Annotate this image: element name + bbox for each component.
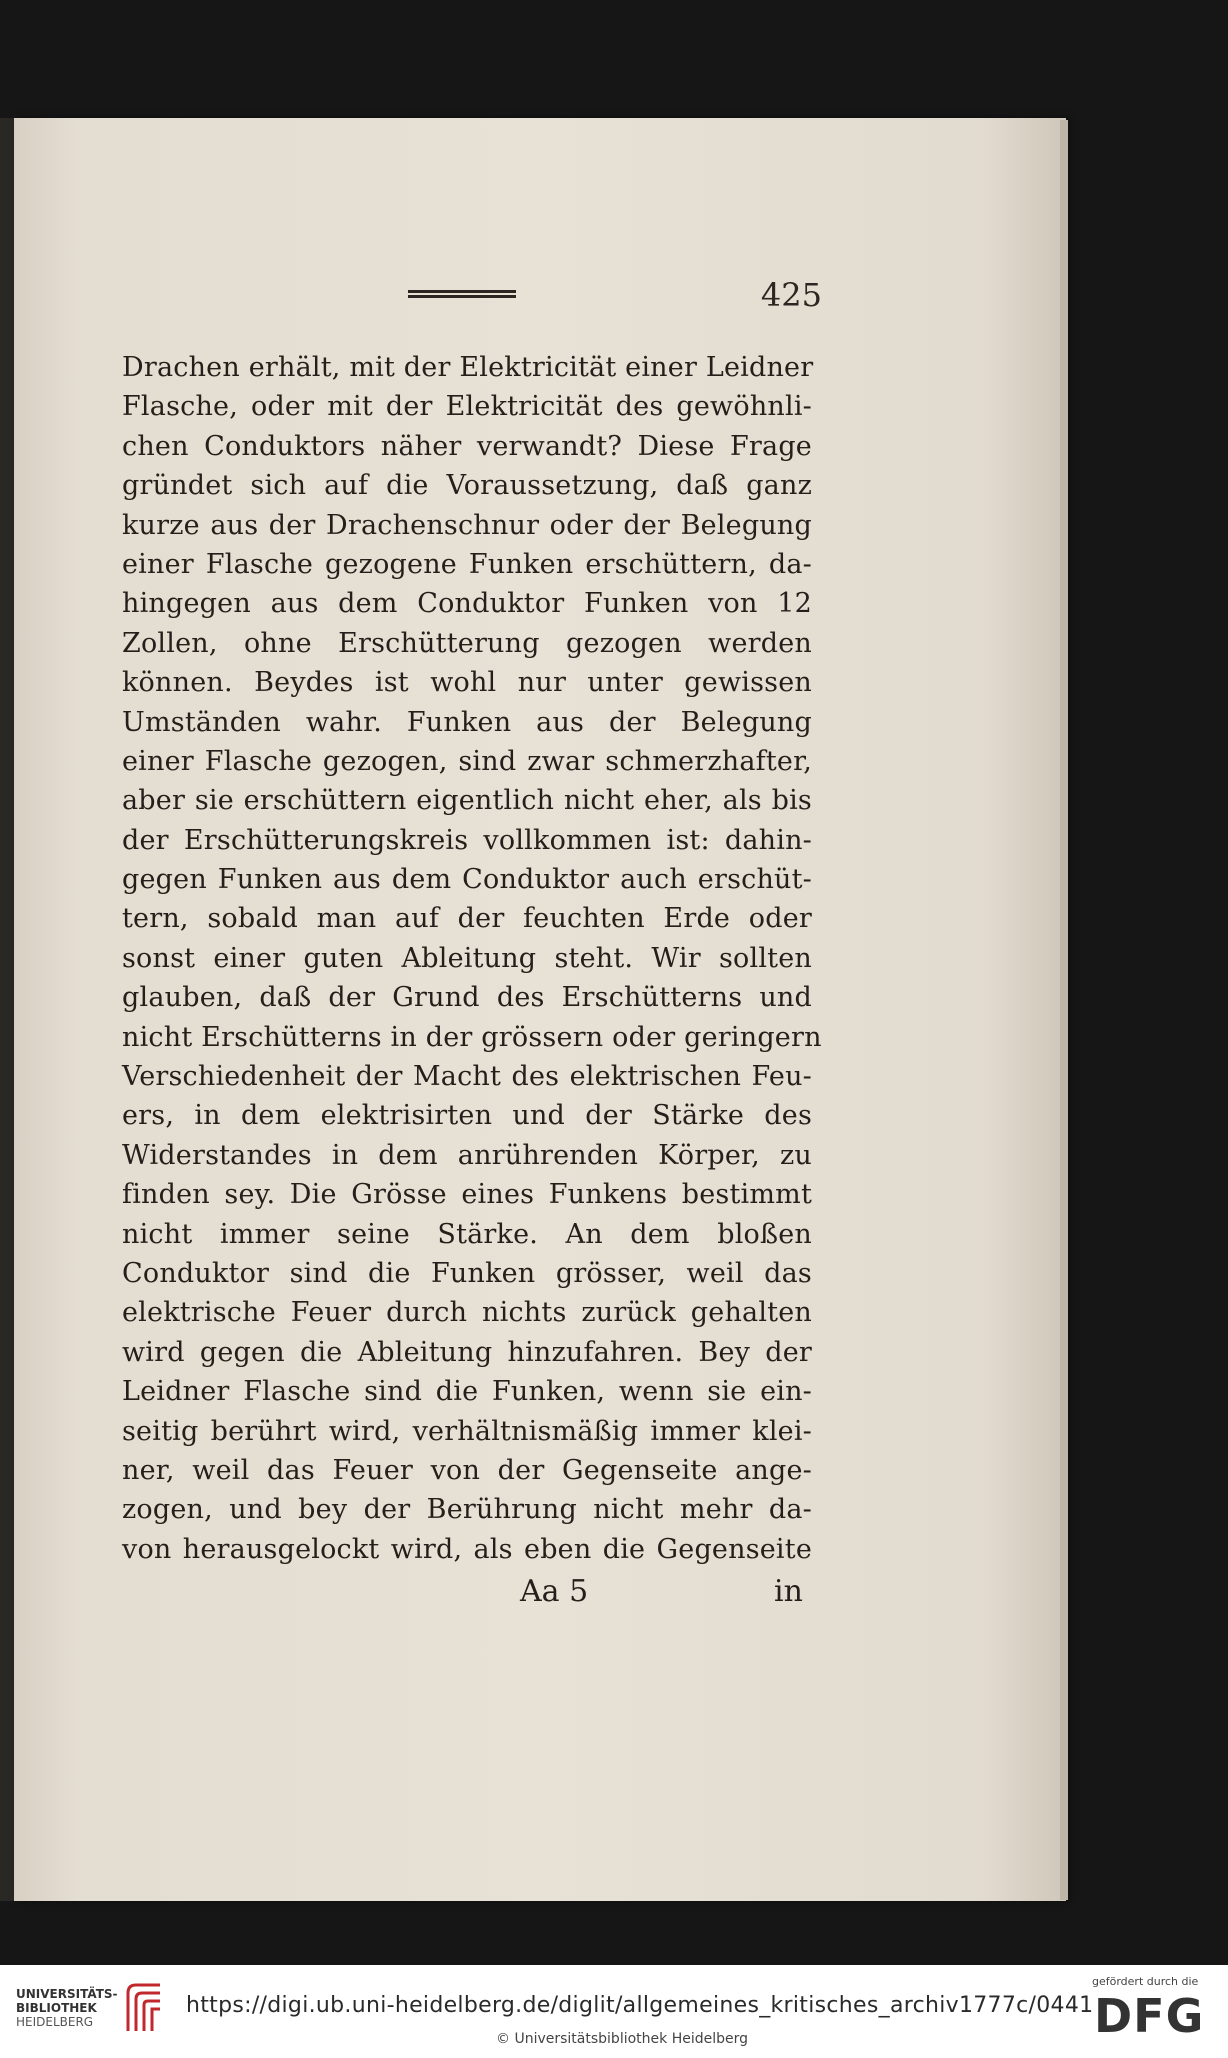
viewer-footer bbox=[0, 1965, 1228, 2058]
text-line: Drachen erhält, mit der Elektricität einer Leidner bbox=[122, 352, 814, 383]
library-name-line2: BIBLIOTHEK bbox=[16, 2001, 97, 2015]
header-ornament-rule bbox=[408, 290, 516, 298]
text-line: von herausgelockt wird, als eben die Gegenseite bbox=[122, 1533, 812, 1565]
page-number: 425 bbox=[760, 276, 822, 314]
text-line: Umständen wahr. Funken aus der Belegung bbox=[122, 706, 812, 738]
text-line: Verschiedenheit der Macht des elektrischen Feu- bbox=[122, 1061, 812, 1093]
text-line: nicht immer seine Stärke. An dem bloßen bbox=[122, 1218, 812, 1250]
text-line: chen Conduktors näher verwandt? Diese Frage bbox=[122, 430, 812, 462]
library-name-line1: UNIVERSITÄTS- bbox=[16, 1987, 118, 2001]
text-line: ers, in dem elektrisirten und der Stärke des bbox=[122, 1100, 812, 1132]
text-line: Conduktor sind die Funken grösser, weil das bbox=[122, 1257, 812, 1289]
library-logo-icon[interactable] bbox=[122, 1979, 166, 2035]
text-line: elektrische Feuer durch nichts zurück gehalten bbox=[122, 1297, 812, 1329]
text-line: Widerstandes in dem anrührenden Körper, zu bbox=[122, 1139, 812, 1171]
text-line: nicht Erschütterns in der grössern oder geringern bbox=[122, 1021, 822, 1053]
text-line: Zollen, ohne Erschütterung gezogen werden bbox=[122, 627, 812, 659]
permalink-url[interactable]: https://digi.ub.uni-heidelberg.de/diglit/allgemeines_kritisches_archiv1777c/0441 bbox=[186, 1993, 1094, 2018]
text-line: Flasche, oder mit der Elektricität des gewöhnli- bbox=[122, 391, 812, 423]
body-text bbox=[122, 348, 822, 1569]
library-logo-text[interactable] bbox=[16, 1987, 118, 2029]
library-name-line3: HEIDELBERG bbox=[16, 2015, 94, 2029]
text-line: zogen, und bey der Berührung nicht mehr da- bbox=[122, 1494, 812, 1526]
text-line: ner, weil das Feuer von der Gegenseite ange- bbox=[122, 1454, 812, 1486]
text-line: sonst einer guten Ableitung steht. Wir sollten bbox=[122, 942, 812, 974]
text-line: einer Flasche gezogen, sind zwar schmerzhafter, bbox=[122, 745, 812, 777]
text-line: seitig berührt wird, verhältnismäßig immer klei- bbox=[122, 1415, 812, 1447]
text-line: finden sey. Die Grösse eines Funkens bestimmt bbox=[122, 1179, 812, 1211]
dfg-logo[interactable]: DFG bbox=[1094, 1989, 1205, 2043]
text-line: können. Beydes ist wohl nur unter gewissen bbox=[122, 667, 812, 699]
page-edge-shadow bbox=[1060, 120, 1068, 1900]
text-line: aber sie erschüttern eigentlich nicht eher, als bis bbox=[122, 785, 812, 817]
text-line: wird gegen die Ableitung hinzufahren. Bey der bbox=[122, 1336, 812, 1368]
text-line: Leidner Flasche sind die Funken, wenn sie ein- bbox=[122, 1376, 812, 1408]
signature-mark: Aa 5 bbox=[520, 1574, 589, 1609]
text-line: gründet sich auf die Voraussetzung, daß ganz bbox=[122, 470, 812, 502]
text-line: einer Flasche gezogene Funken erschüttern, da- bbox=[122, 548, 812, 580]
copyright-notice: © Universitätsbibliothek Heidelberg bbox=[496, 2031, 749, 2047]
text-line: tern, sobald man auf der feuchten Erde oder bbox=[122, 903, 812, 935]
catchword: in bbox=[774, 1574, 803, 1609]
dfg-caption: gefördert durch die bbox=[1092, 1975, 1199, 1988]
text-line: kurze aus der Drachenschnur oder der Belegung bbox=[122, 509, 812, 541]
text-line: hingegen aus dem Conduktor Funken von 12 bbox=[122, 588, 812, 620]
text-line: glauben, daß der Grund des Erschütterns und bbox=[122, 982, 812, 1014]
text-line: der Erschütterungskreis vollkommen ist: dahin- bbox=[122, 824, 812, 856]
text-line: gegen Funken aus dem Conduktor auch erschüt- bbox=[122, 864, 812, 896]
